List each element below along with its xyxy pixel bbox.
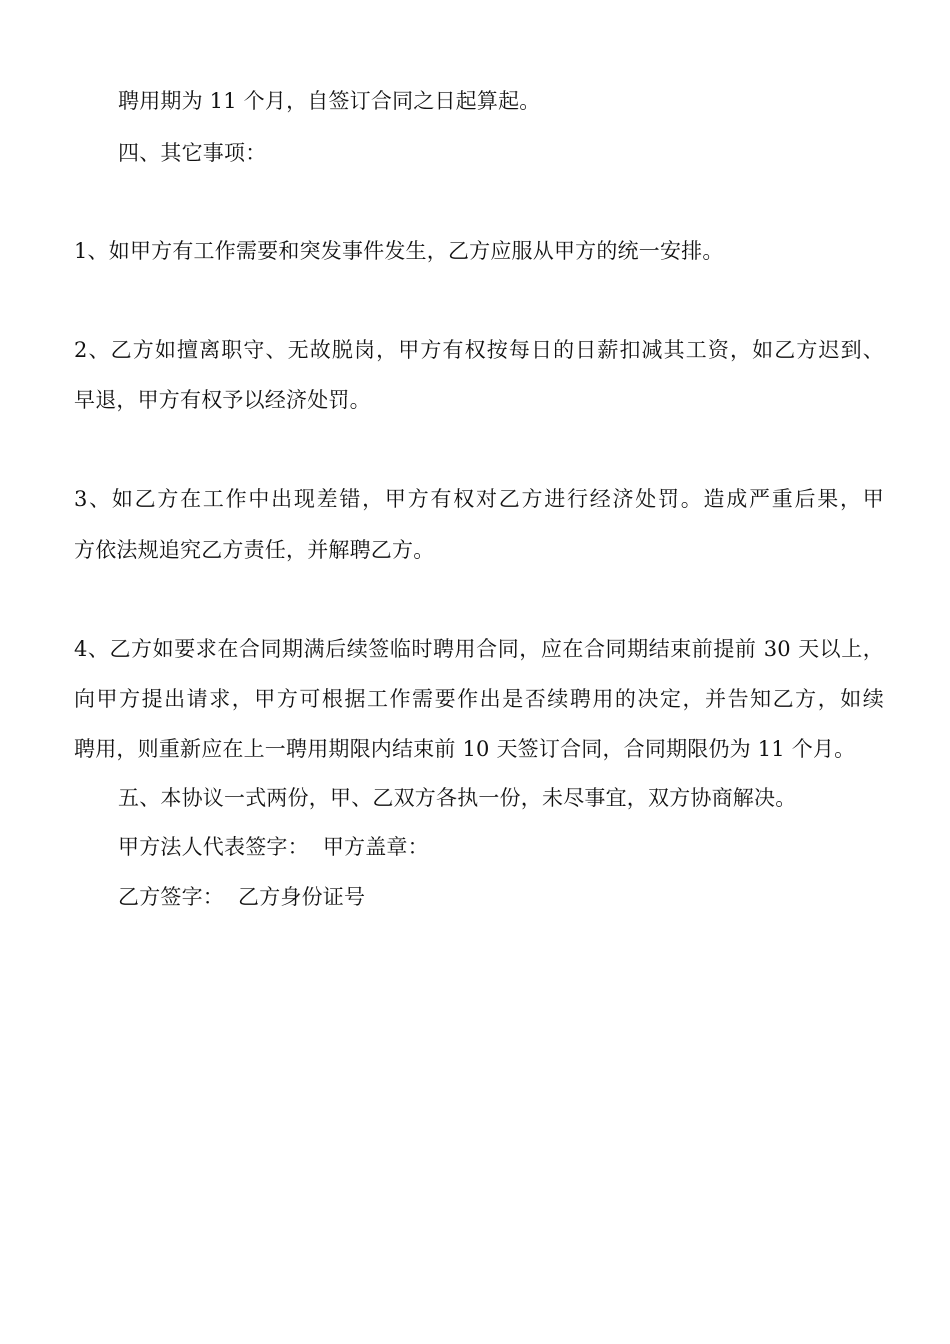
item-1-line-1: 1、如甲方有工作需要和突发事件发生，乙方应服从甲方的统一安排。 [74, 239, 724, 263]
item-2-line-2: 早退，甲方有权予以经济处罚。 [74, 388, 371, 412]
party-b-sign-label: 乙方签字： [118, 885, 224, 909]
item-3-line-1: 3、如乙方在工作中出现差错，甲方有权对乙方进行经济处罚。造成严重后果，甲 [74, 487, 884, 511]
item-4-line-1: 4、乙方如要求在合同期满后续签临时聘用合同，应在合同期结束前提前 30 天以上， [74, 637, 884, 661]
party-a-signature-row [118, 832, 884, 862]
item-4-line-2: 向甲方提出请求，甲方可根据工作需要作出是否续聘用的决定，并告知乙方，如续 [74, 687, 884, 711]
party-b-signature-row [118, 882, 884, 912]
party-a-seal-label: 甲方盖章： [322, 835, 429, 859]
item-4-line-3: 聘用，则重新应在上一聘用期限内结束前 10 天签订合同，合同期限仍为 11 个月。 [74, 737, 856, 761]
item-2-line-1: 2、乙方如擅离职守、无故脱岗，甲方有权按每日的日薪扣减其工资，如乙方迟到、 [74, 338, 884, 362]
party-a-rep-label: 甲方法人代表签字： [118, 835, 309, 859]
item-3-line-2: 方依法规追究乙方责任，并解聘乙方。 [74, 538, 435, 562]
party-b-id-label: 乙方身份证号 [238, 885, 366, 909]
term-line: 聘用期为 11 个月，自签订合同之日起算起。 [118, 89, 541, 113]
section-five: 五、本协议一式两份，甲、乙双方各执一份，未尽事宜，双方协商解决。 [118, 786, 797, 810]
section-four-heading: 四、其它事项： [118, 141, 267, 165]
